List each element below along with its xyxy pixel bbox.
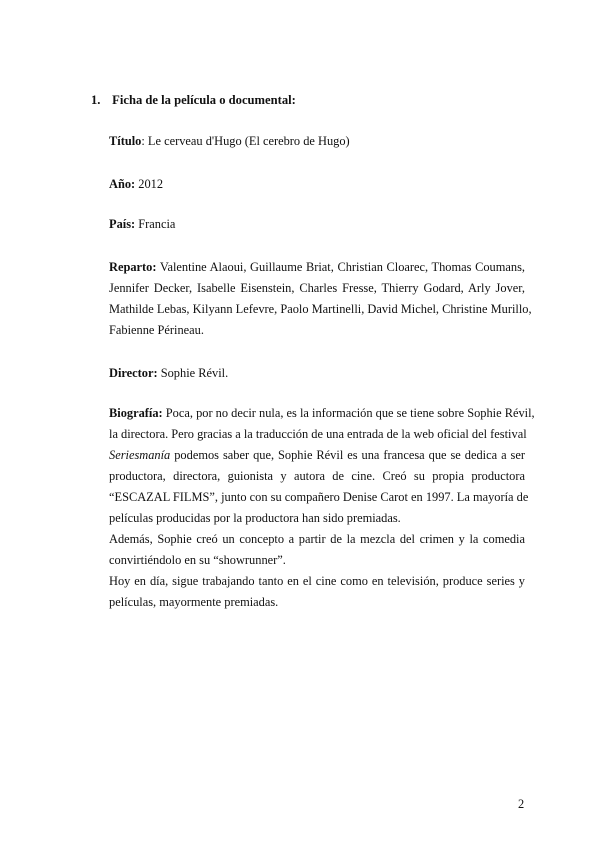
biografia-line: productora, directora, guionista y autora de cine. Creó su propia productora xyxy=(109,469,525,483)
section-title: Ficha de la película o documental: xyxy=(112,93,296,107)
biografia-line xyxy=(109,445,525,466)
biografia-line: la directora. Pero gracias a la traducción de una entrada de la web oficial del festival xyxy=(109,427,527,441)
anio-value: 2012 xyxy=(135,177,164,191)
section-heading xyxy=(91,93,296,108)
director-field xyxy=(109,363,525,384)
section-number: 1. xyxy=(91,93,101,107)
anio-label: Año: xyxy=(109,177,136,191)
biografia-field xyxy=(109,403,535,613)
titulo-field xyxy=(109,131,525,152)
reparto-line xyxy=(109,257,525,278)
anio-field xyxy=(109,174,525,195)
biografia-text: Poca, por no decir nula, es la información que se tiene sobre Sophie Révil, xyxy=(162,406,535,420)
biografia-line: convirtiéndolo en su “showrunner”. xyxy=(109,553,286,567)
director-value: Sophie Révil. xyxy=(157,366,229,380)
reparto-line: Mathilde Lebas, Kilyann Lefevre, Paolo Martinelli, David Michel, Christine Murillo, xyxy=(109,302,532,316)
biografia-text: podemos saber que, Sophie Révil es una francesa que se dedica a ser xyxy=(170,448,525,462)
biografia-line: Además, Sophie creó un concepto a partir de la mezcla del crimen y la comedia xyxy=(109,532,525,546)
biografia-line: Hoy en día, sigue trabajando tanto en el cine como en televisión, produce series y xyxy=(109,574,525,588)
reparto-line: Fabienne Périneau. xyxy=(109,323,204,337)
reparto-label: Reparto: xyxy=(109,260,157,274)
biografia-label: Biografía: xyxy=(109,406,163,420)
titulo-label: Título xyxy=(109,134,142,148)
titulo-value: : Le cerveau d'Hugo (El cerebro de Hugo) xyxy=(141,134,350,148)
pais-value: Francia xyxy=(135,217,176,231)
reparto-field xyxy=(109,257,532,341)
festival-name: Seriesmanía xyxy=(109,448,171,462)
biografia-line: películas, mayormente premiadas. xyxy=(109,595,279,609)
biografia-line xyxy=(109,403,535,424)
page-number: 2 xyxy=(518,797,525,811)
biografia-line: “ESCAZAL FILMS”, junto con su compañero Denise Carot en 1997. La mayoría de xyxy=(109,490,529,504)
director-label: Director: xyxy=(109,366,158,380)
reparto-line: Jennifer Decker, Isabelle Eisenstein, Charles Fresse, Thierry Godard, Arly Jover, xyxy=(109,281,525,295)
pais-label: País: xyxy=(109,217,136,231)
biografia-line: películas producidas por la productora han sido premiadas. xyxy=(109,511,401,525)
reparto-text: Valentine Alaoui, Guillaume Briat, Christian Cloarec, Thomas Coumans, xyxy=(156,260,525,274)
pais-field xyxy=(109,214,525,235)
